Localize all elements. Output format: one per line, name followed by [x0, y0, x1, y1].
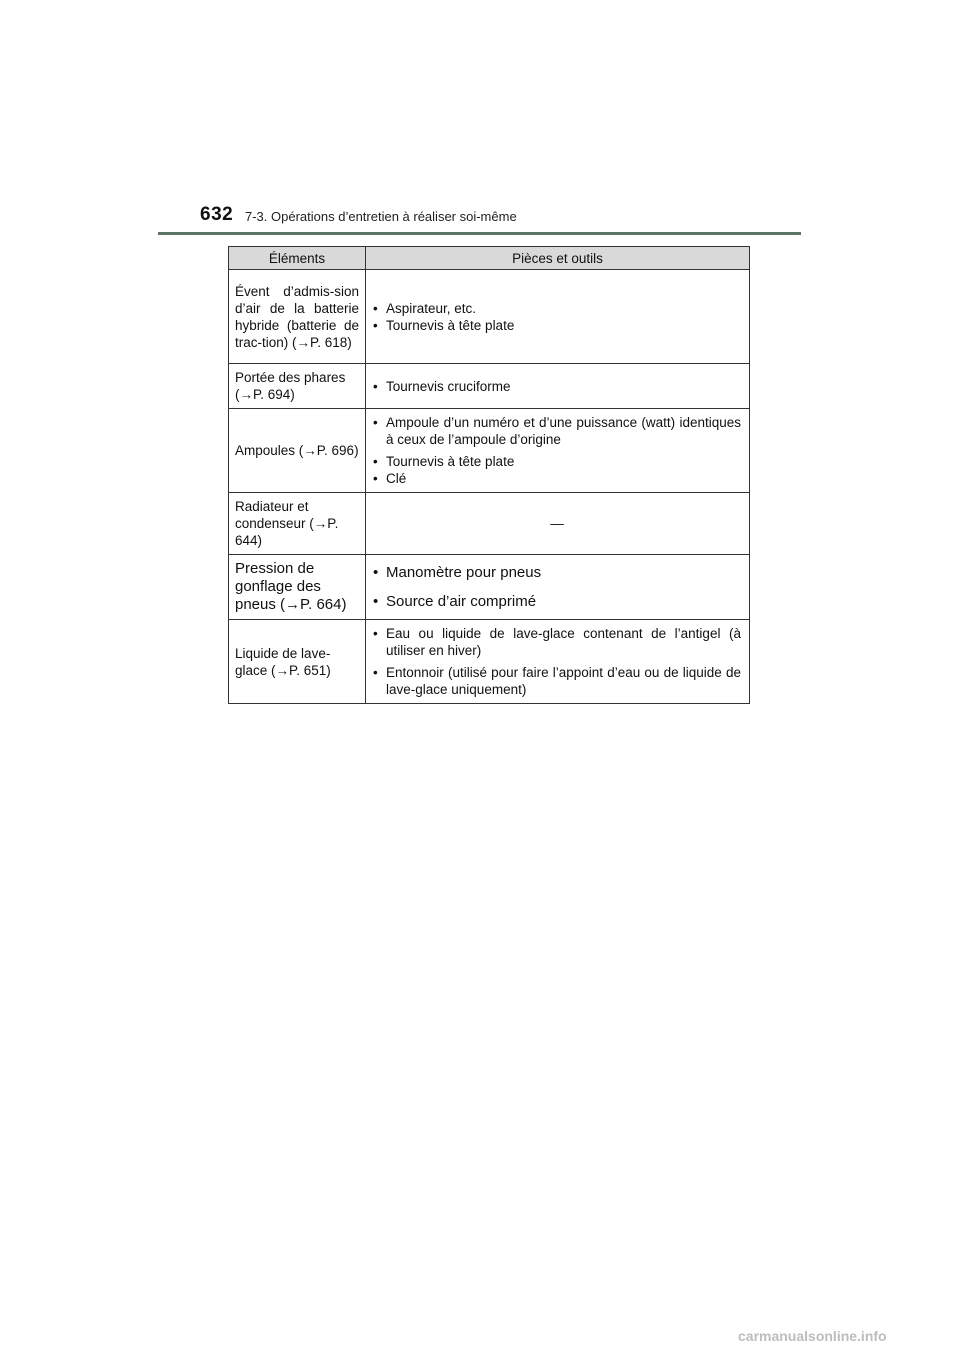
- item-cell-battery-vent: Évent d’admis-sion d’air de la batterie hybride (batterie de trac-tion) (→P. 618): [229, 270, 366, 364]
- tools-cell: [366, 620, 750, 704]
- tool-item: • Entonnoir (utilisé pour faire l’appoint d’eau ou de liquide de lave-glace uniquement): [373, 664, 741, 698]
- column-header-parts-tools: Pièces et outils: [366, 247, 750, 270]
- item-cell-radiator: Radiateur et condenseur (→P. 644): [229, 493, 366, 555]
- tools-cell: [366, 555, 750, 620]
- watermark: carmanualsonline.info: [738, 1328, 887, 1344]
- tools-list: [373, 300, 741, 334]
- tools-list: [373, 414, 741, 487]
- tool-item: • Aspirateur, etc.: [373, 300, 741, 317]
- item-cell-tire-pressure: Pression de gonflage des pneus (→P. 664): [229, 555, 366, 620]
- item-cell-washer-fluid: Liquide de lave-glace (→P. 651): [229, 620, 366, 704]
- table-row: [229, 364, 750, 409]
- tool-item: • Tournevis à tête plate: [373, 453, 741, 470]
- tools-list: [373, 378, 741, 395]
- parts-and-tools-table: [228, 246, 750, 704]
- tools-cell: [366, 270, 750, 364]
- table-row: [229, 620, 750, 704]
- tool-item: • Tournevis cruciforme: [373, 378, 741, 395]
- tools-list: [373, 563, 741, 611]
- table-row: [229, 270, 750, 364]
- section-title: 7-3. Opérations d’entretien à réaliser soi-même: [245, 209, 517, 224]
- tools-cell: [366, 364, 750, 409]
- tool-item: • Manomètre pour pneus: [373, 563, 741, 582]
- table-header-row: [229, 247, 750, 270]
- tools-list: [373, 625, 741, 698]
- table-row: [229, 493, 750, 555]
- tools-cell-none: —: [366, 493, 750, 555]
- table-row: [229, 409, 750, 493]
- tools-cell: [366, 409, 750, 493]
- page-number: 632: [200, 204, 234, 225]
- table-row: [229, 555, 750, 620]
- tool-item: • Eau ou liquide de lave-glace contenant de l’antigel (à utiliser en hiver): [373, 625, 741, 659]
- column-header-items: Éléments: [229, 247, 366, 270]
- item-cell-headlight-aim: Portée des phares (→P. 694): [229, 364, 366, 409]
- header-rule: [158, 232, 801, 235]
- tool-item: • Tournevis à tête plate: [373, 317, 741, 334]
- tool-item: • Source d’air comprimé: [373, 592, 741, 611]
- tool-item: • Clé: [373, 470, 741, 487]
- item-cell-bulbs: Ampoules (→P. 696): [229, 409, 366, 493]
- tool-item: • Ampoule d’un numéro et d’une puissance (watt) identiques à ceux de l’ampoule d’origine: [373, 414, 741, 448]
